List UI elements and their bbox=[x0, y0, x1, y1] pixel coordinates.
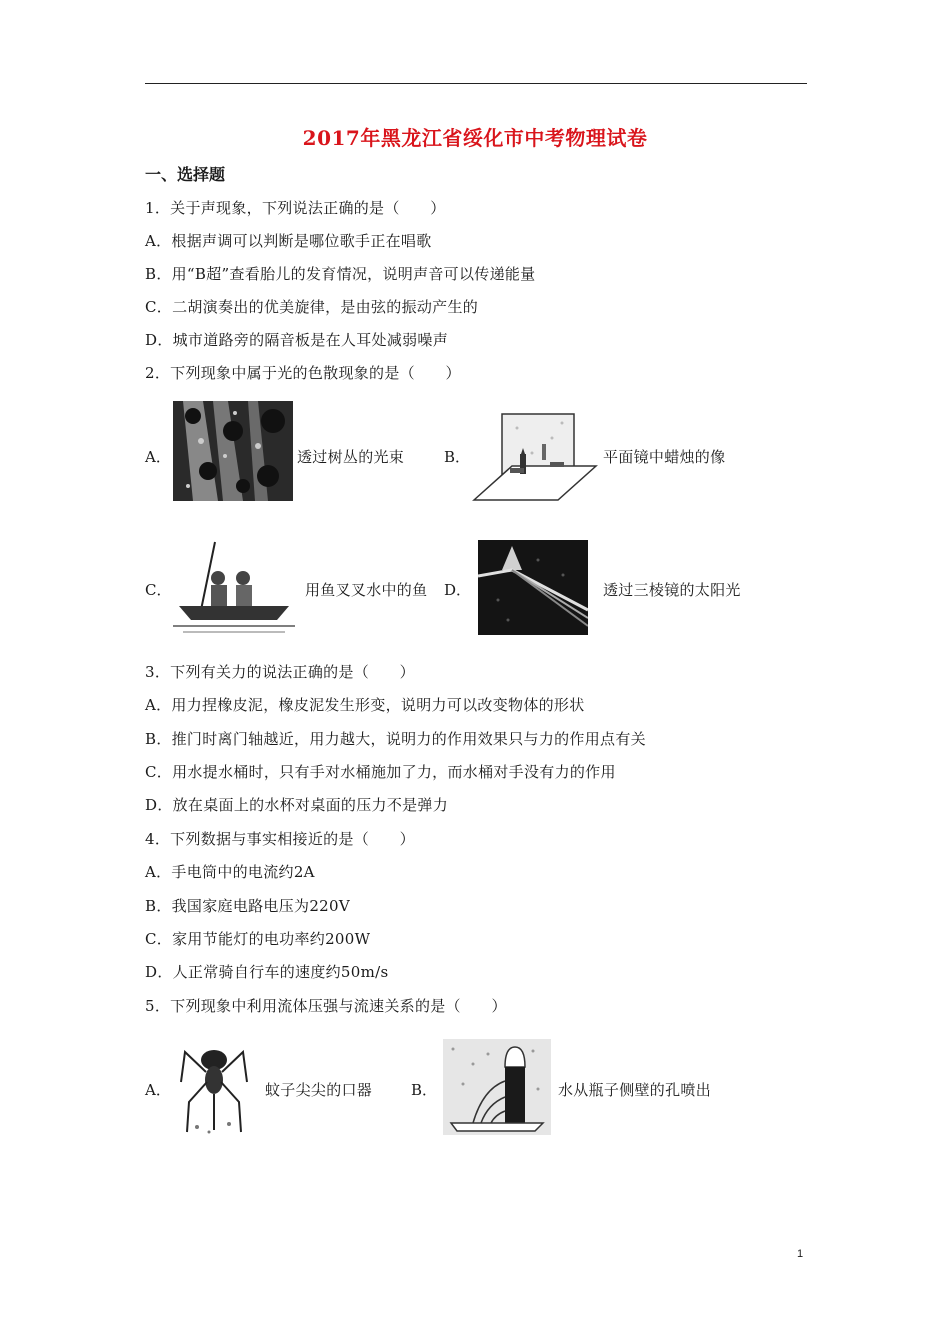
section-heading: 一、选择题 bbox=[145, 165, 226, 184]
question-1-stem: 1．关于声现象，下列说法正确的是（ ） bbox=[145, 199, 446, 217]
question-2-option-d-label: D． bbox=[444, 581, 472, 599]
question-1-option-a: A．根据声调可以判断是哪位歌手正在唱歌 bbox=[145, 232, 432, 250]
question-2-option-a-label: A． bbox=[145, 448, 171, 466]
tree-light-beams-image bbox=[173, 401, 293, 501]
question-4-option-b: B．我国家庭电路电压为220V bbox=[145, 897, 350, 915]
question-2-option-d-caption: 透过三棱镜的太阳光 bbox=[603, 581, 741, 599]
spearfishing-boat-image bbox=[173, 540, 295, 638]
mirror-candle-image bbox=[472, 408, 598, 506]
question-1-option-d: D．城市道路旁的隔音板是在人耳处减弱噪声 bbox=[145, 331, 449, 349]
header-rule bbox=[145, 83, 807, 84]
question-3-stem: 3．下列有关力的说法正确的是（ ） bbox=[145, 663, 415, 681]
question-3-option-a: A．用力捏橡皮泥，橡皮泥发生形变，说明力可以改变物体的形状 bbox=[145, 696, 585, 714]
question-3-option-c: C．用水提水桶时，只有手对水桶施加了力，而水桶对手没有力的作用 bbox=[145, 763, 616, 781]
question-3-option-b: B．推门时离门轴越近，用力越大，说明力的作用效果只与力的作用点有关 bbox=[145, 730, 646, 748]
question-5-option-b-caption: 水从瓶子侧壁的孔喷出 bbox=[558, 1081, 712, 1099]
question-3-option-d: D．放在桌面上的水杯对桌面的压力不是弹力 bbox=[145, 796, 449, 814]
question-5-stem: 5．下列现象中利用流体压强与流速关系的是（ ） bbox=[145, 997, 507, 1015]
question-2-stem: 2．下列现象中属于光的色散现象的是（ ） bbox=[145, 364, 461, 382]
question-2-option-c-caption: 用鱼叉叉水中的鱼 bbox=[305, 581, 428, 599]
question-1-option-b: B．用“B超”查看胎儿的发育情况，说明声音可以传递能量 bbox=[145, 265, 536, 283]
question-4-stem: 4．下列数据与事实相接近的是（ ） bbox=[145, 830, 415, 848]
page-number: 1 bbox=[797, 1248, 804, 1260]
mosquito-mouthpart-image bbox=[179, 1042, 249, 1137]
question-4-option-a: A．手电筒中的电流约2A bbox=[145, 863, 315, 881]
page-title: 2017年黑龙江省绥化市中考物理试卷 bbox=[302, 126, 648, 150]
question-2-option-b-label: B． bbox=[444, 448, 471, 466]
question-5-option-b-label: B． bbox=[411, 1081, 438, 1099]
bottle-water-jets-image bbox=[443, 1039, 551, 1135]
question-2-option-b-caption: 平面镜中蜡烛的像 bbox=[603, 448, 726, 466]
prism-sunlight-image bbox=[478, 540, 588, 635]
question-4-option-c: C．家用节能灯的电功率约200W bbox=[145, 930, 371, 948]
question-2-option-a-caption: 透过树丛的光束 bbox=[297, 448, 405, 466]
question-5-option-a-label: A． bbox=[145, 1081, 171, 1099]
question-4-option-d: D．人正常骑自行车的速度约50m/s bbox=[145, 963, 389, 981]
question-1-option-c: C．二胡演奏出的优美旋律，是由弦的振动产生的 bbox=[145, 298, 479, 316]
question-2-option-c-label: C． bbox=[145, 581, 172, 599]
question-5-option-a-caption: 蚊子尖尖的口器 bbox=[265, 1081, 373, 1099]
